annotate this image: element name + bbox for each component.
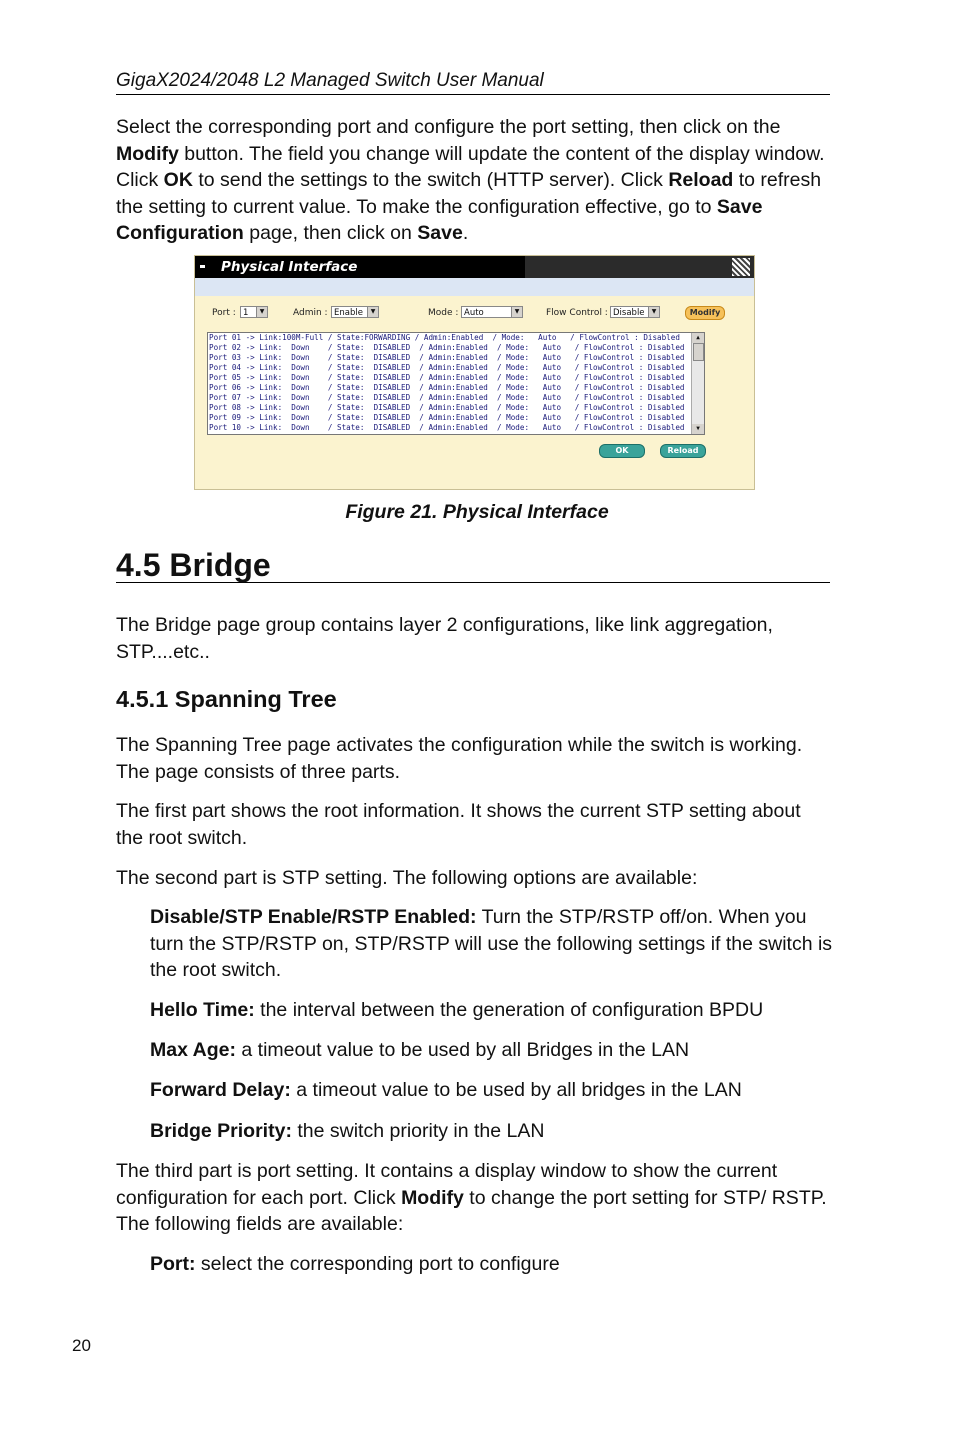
port-status-list[interactable] bbox=[207, 332, 705, 435]
port-status-line[interactable]: Port 05 -> Link: Down / State: DISABLED / Admin:Enabled / Mode: Auto / FlowControl : Disabled bbox=[209, 373, 685, 382]
dropdown-arrow-icon: ▼ bbox=[256, 307, 267, 317]
definition-item: Hello Time: the interval between the generation of configuration BPDU bbox=[150, 999, 764, 1021]
mode-label: Mode : bbox=[428, 308, 459, 318]
definition-item-port: Port: select the corresponding port to configure bbox=[150, 1253, 560, 1275]
paragraph-3: The second part is STP setting. The following options are available: bbox=[116, 867, 698, 889]
port-status-line[interactable]: Port 04 -> Link: Down / State: DISABLED / Admin:Enabled / Mode: Auto / FlowControl : Disabled bbox=[209, 363, 685, 372]
mode-select[interactable]: Auto ▼ bbox=[461, 306, 523, 318]
logo-icon bbox=[732, 258, 750, 276]
dropdown-arrow-icon: ▼ bbox=[367, 307, 378, 317]
paragraph-4: The third part is port setting. It contains a display window to show the current configuration for each port. Click Modify to change the port setting for STP/ RSTP. The following fields are available: bbox=[116, 1160, 827, 1235]
flow-control-select[interactable]: Disable ▼ bbox=[610, 306, 660, 318]
definition-item: Forward Delay: a timeout value to be used by all bridges in the LAN bbox=[150, 1079, 742, 1101]
title-bullet-icon bbox=[200, 265, 205, 268]
scroll-thumb[interactable] bbox=[693, 343, 704, 361]
definition-item: Disable/STP Enable/RSTP Enabled: Turn the STP/RSTP off/on. When you turn the STP/RSTP on, STP/RSTP will use the following settings if the switch is the root switch. bbox=[150, 906, 833, 981]
paragraph-1: The Spanning Tree page activates the configuration while the switch is working. The page consists of three parts. bbox=[116, 734, 803, 783]
section-heading: 4.5 Bridge bbox=[116, 546, 830, 583]
port-status-line[interactable]: Port 10 -> Link: Down / State: DISABLED / Admin:Enabled / Mode: Auto / FlowControl : Disabled bbox=[209, 423, 685, 432]
port-status-line[interactable]: Port 01 -> Link:100M-Full / State:FORWARDING / Admin:Enabled / Mode: Auto / FlowControl : Disabled bbox=[209, 333, 680, 342]
scroll-up-icon[interactable]: ▲ bbox=[692, 333, 704, 343]
definition-item: Max Age: a timeout value to be used by all Bridges in the LAN bbox=[150, 1039, 690, 1061]
ok-button[interactable]: OK bbox=[599, 444, 645, 458]
figure-title: Physical Interface bbox=[221, 259, 358, 275]
running-header: GigaX2024/2048 L2 Managed Switch User Manual bbox=[116, 70, 830, 95]
flow-control-label: Flow Control : bbox=[546, 308, 608, 318]
port-status-line[interactable]: Port 02 -> Link: Down / State: DISABLED / Admin:Enabled / Mode: Auto / FlowControl : Disabled bbox=[209, 343, 685, 352]
reload-button[interactable]: Reload bbox=[660, 444, 706, 458]
dropdown-arrow-icon: ▼ bbox=[511, 307, 522, 317]
port-status-line[interactable]: Port 03 -> Link: Down / State: DISABLED / Admin:Enabled / Mode: Auto / FlowControl : Disabled bbox=[209, 353, 685, 362]
scroll-down-icon[interactable]: ▼ bbox=[692, 424, 704, 434]
port-status-line[interactable]: Port 06 -> Link: Down / State: DISABLED / Admin:Enabled / Mode: Auto / FlowControl : Disabled bbox=[209, 383, 685, 392]
dropdown-arrow-icon: ▼ bbox=[648, 307, 659, 317]
section-paragraph: The Bridge page group contains layer 2 configurations, like link aggregation, STP....etc.. bbox=[116, 614, 773, 663]
intro-paragraph: Select the corresponding port and configure the port setting, then click on the Modify button. The field you change will update the content of the display window. Click OK to send the settings to the switch (HTTP server). Click Reload to refresh the setting to current value. To make the configuration effective, go to Save Configuration page, then click on Save. bbox=[116, 116, 825, 244]
port-select[interactable]: 1 ▼ bbox=[240, 306, 268, 318]
port-status-line[interactable]: Port 08 -> Link: Down / State: DISABLED / Admin:Enabled / Mode: Auto / FlowControl : Disabled bbox=[209, 403, 685, 412]
figure-caption: Figure 21. Physical Interface bbox=[345, 501, 609, 523]
admin-label: Admin : bbox=[293, 308, 328, 318]
list-scrollbar[interactable] bbox=[691, 333, 704, 434]
figure-title-bar bbox=[195, 256, 754, 278]
paragraph-2: The first part shows the root information. It shows the current STP setting about the root switch. bbox=[116, 800, 801, 849]
definition-item: Bridge Priority: the switch priority in the LAN bbox=[150, 1120, 545, 1142]
subsection-heading: 4.5.1 Spanning Tree bbox=[116, 686, 337, 712]
physical-interface-screenshot bbox=[194, 255, 755, 490]
page-number: 20 bbox=[72, 1336, 91, 1355]
port-status-line[interactable]: Port 09 -> Link: Down / State: DISABLED / Admin:Enabled / Mode: Auto / FlowControl : Disabled bbox=[209, 413, 685, 422]
port-status-line[interactable]: Port 07 -> Link: Down / State: DISABLED / Admin:Enabled / Mode: Auto / FlowControl : Disabled bbox=[209, 393, 685, 402]
admin-select[interactable]: Enable ▼ bbox=[331, 306, 379, 318]
port-status-lines bbox=[208, 333, 704, 433]
modify-button[interactable]: Modify bbox=[685, 306, 725, 320]
port-label: Port : bbox=[212, 308, 236, 318]
